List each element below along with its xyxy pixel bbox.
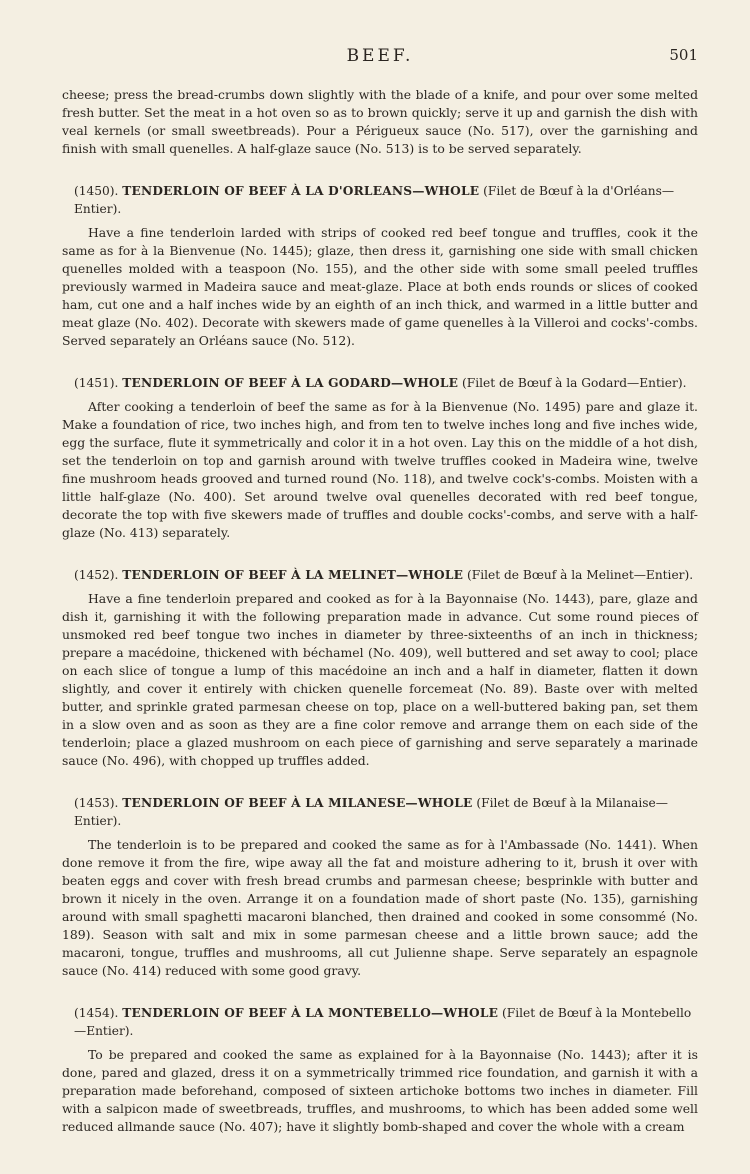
recipe-text: Have a fine tenderloin prepared and cooked as for à la Bayonnaise (No. 1443), pare, glaze and dish it, garnishing it with the following preparation made in advance. Cut some round pieces of unsmoked red beef tongue two inches in diameter by three-sixteenths of an inch in thickness; prepare a macédoine, thickened with béchamel (No. 409), well buttered and set away to cool; place on each slice of tongue a lump of this macédoine an inch and a half in diameter, flatten it down slightly, and cover it entirely with chicken quenelle forcemeat (No. 89). Baste over with melted butter, and sprinkle grated parmesan cheese on top, place on a well-buttered baking pan, set them in a slow oven and as soon as they are a fine color remove and arrange them on each side of the tenderloin; place a glazed mushroom on each piece of garnishing and serve separately a marinade sauce (No. 496), with chopped up truffles added. — [62, 591, 698, 768]
recipe-name: TENDERLOIN OF BEEF À LA MILANESE—WHOLE — [122, 796, 473, 810]
recipe-text: The tenderloin is to be prepared and cooked the same as for à l'Ambassade (No. 1441). When done remove it from the fire, wipe away all the fat and moisture adhering to it, brush it over with beaten eggs and cover with fresh bread crumbs and parmesan cheese; besprinkle with butter and brown it nicely in the oven. Arrange it on a foundation made of short paste (No. 135), garnishing around with small spaghetti macaroni blanched, then drained and cooked in some consommé (No. 189). Season with salt and mix in some parmesan cheese and a little brown sauce; add the macaroni, tongue, truffles and mushrooms, all cut Julienne shape. Serve separately an espagnole sauce (No. 414) reduced with some good gravy. — [62, 837, 698, 978]
recipe-1453 — [62, 794, 698, 980]
recipe-title — [62, 182, 698, 218]
recipe-name: TENDERLOIN OF BEEF À LA MONTEBELLO—WHOLE — [122, 1006, 499, 1020]
running-title: BEEF. — [346, 46, 414, 66]
recipe-1452 — [62, 566, 698, 770]
recipe-french-name: (Filet de Bœuf à la Montebello—Entier). — [74, 1006, 692, 1038]
recipe-number: (1454). — [74, 1006, 119, 1020]
recipe-title — [62, 566, 698, 584]
recipe-number: (1453). — [74, 796, 119, 810]
recipe-number: (1450). — [74, 184, 119, 198]
recipe-french-name: (Filet de Bœuf à la Melinet—Entier). — [466, 568, 694, 582]
recipe-title — [62, 1004, 698, 1040]
recipe-name: TENDERLOIN OF BEEF À LA MELINET—WHOLE — [122, 568, 464, 582]
recipe-name: TENDERLOIN OF BEEF À LA GODARD—WHOLE — [122, 376, 459, 390]
recipe-title — [62, 374, 698, 392]
recipe-french-name: (Filet de Bœuf à la Godard—Entier). — [461, 376, 687, 390]
recipe-title — [62, 794, 698, 830]
recipe-french-name: (Filet de Bœuf à la d'Orléans—Entier). — [74, 184, 675, 216]
recipe-name: TENDERLOIN OF BEEF À LA D'ORLEANS—WHOLE — [122, 184, 480, 198]
recipe-french-name: (Filet de Bœuf à la Milanaise—Entier). — [74, 796, 668, 828]
recipe-1454 — [62, 1004, 698, 1136]
page-number: 501 — [669, 46, 698, 64]
recipe-text: Have a fine tenderloin larded with strips of cooked red beef tongue and truffles, cook it the same as for à la Bienvenue (No. 1445); glaze, then dress it, garnishing one side with small chicken quenelles molded with a teaspoon (No. 155), and the other side with some small peeled truffles previously warmed in Madeira sauce and meat-glaze. Place at both ends rounds or slices of cooked ham, cut one and a half inches wide by an eighth of an inch thick, and warmed in a little butter and meat glaze (No. 402). Decorate with skewers made of game quenelles à la Villeroi and cocks'-combs. Served separately an Orléans sauce (No. 512). — [62, 225, 698, 348]
recipe-number: (1451). — [74, 376, 119, 390]
opening-paragraph: cheese; press the bread-crumbs down slightly with the blade of a knife, and pour over some melted fresh butter. Set the meat in a hot oven so as to brown quickly; serve it up and garnish the dish with veal kernels (or small sweetbreads). Pour a Périgueux sauce (No. 517), over the garnishing and finish with small quenelles. A half-glaze sauce (No. 513) is to be served separately. — [62, 87, 698, 156]
recipe-text: To be prepared and cooked the same as explained for à la Bayonnaise (No. 1443); after it is done, pared and glazed, dress it on a symmetrically trimmed rice foundation, and garnish it with a preparation made beforehand, composed of sixteen artichoke bottoms two inches in diameter. Fill with a salpicon made of sweetbreads, truffles, and mushrooms, to which has been added some well reduced allmande sauce (No. 407); have it slightly bomb-shaped and cover the whole with a cream — [62, 1047, 698, 1134]
recipe-1451 — [62, 374, 698, 542]
recipe-text: After cooking a tenderloin of beef the same as for à la Bienvenue (No. 1495) pare and glaze it. Make a foundation of rice, two inches high, and from ten to twelve inches long and five inches wide, egg the surface, flute it symmetrically and color it in a hot oven. Lay this on the middle of a hot dish, set the tenderloin on top and garnish around with twelve truffles cooked in Madeira wine, twelve fine mushroom heads grooved and turned round (No. 118), and twelve cock's-combs. Moisten with a little half-glaze (No. 400). Set around twelve oval quenelles decorated with red beef tongue, decorate the top with five skewers made of truffles and double cocks'-combs, and serve with a half-glaze (No. 413) separately. — [62, 399, 698, 540]
running-head — [62, 40, 698, 72]
recipe-number: (1452). — [74, 568, 119, 582]
recipe-1450 — [62, 182, 698, 350]
